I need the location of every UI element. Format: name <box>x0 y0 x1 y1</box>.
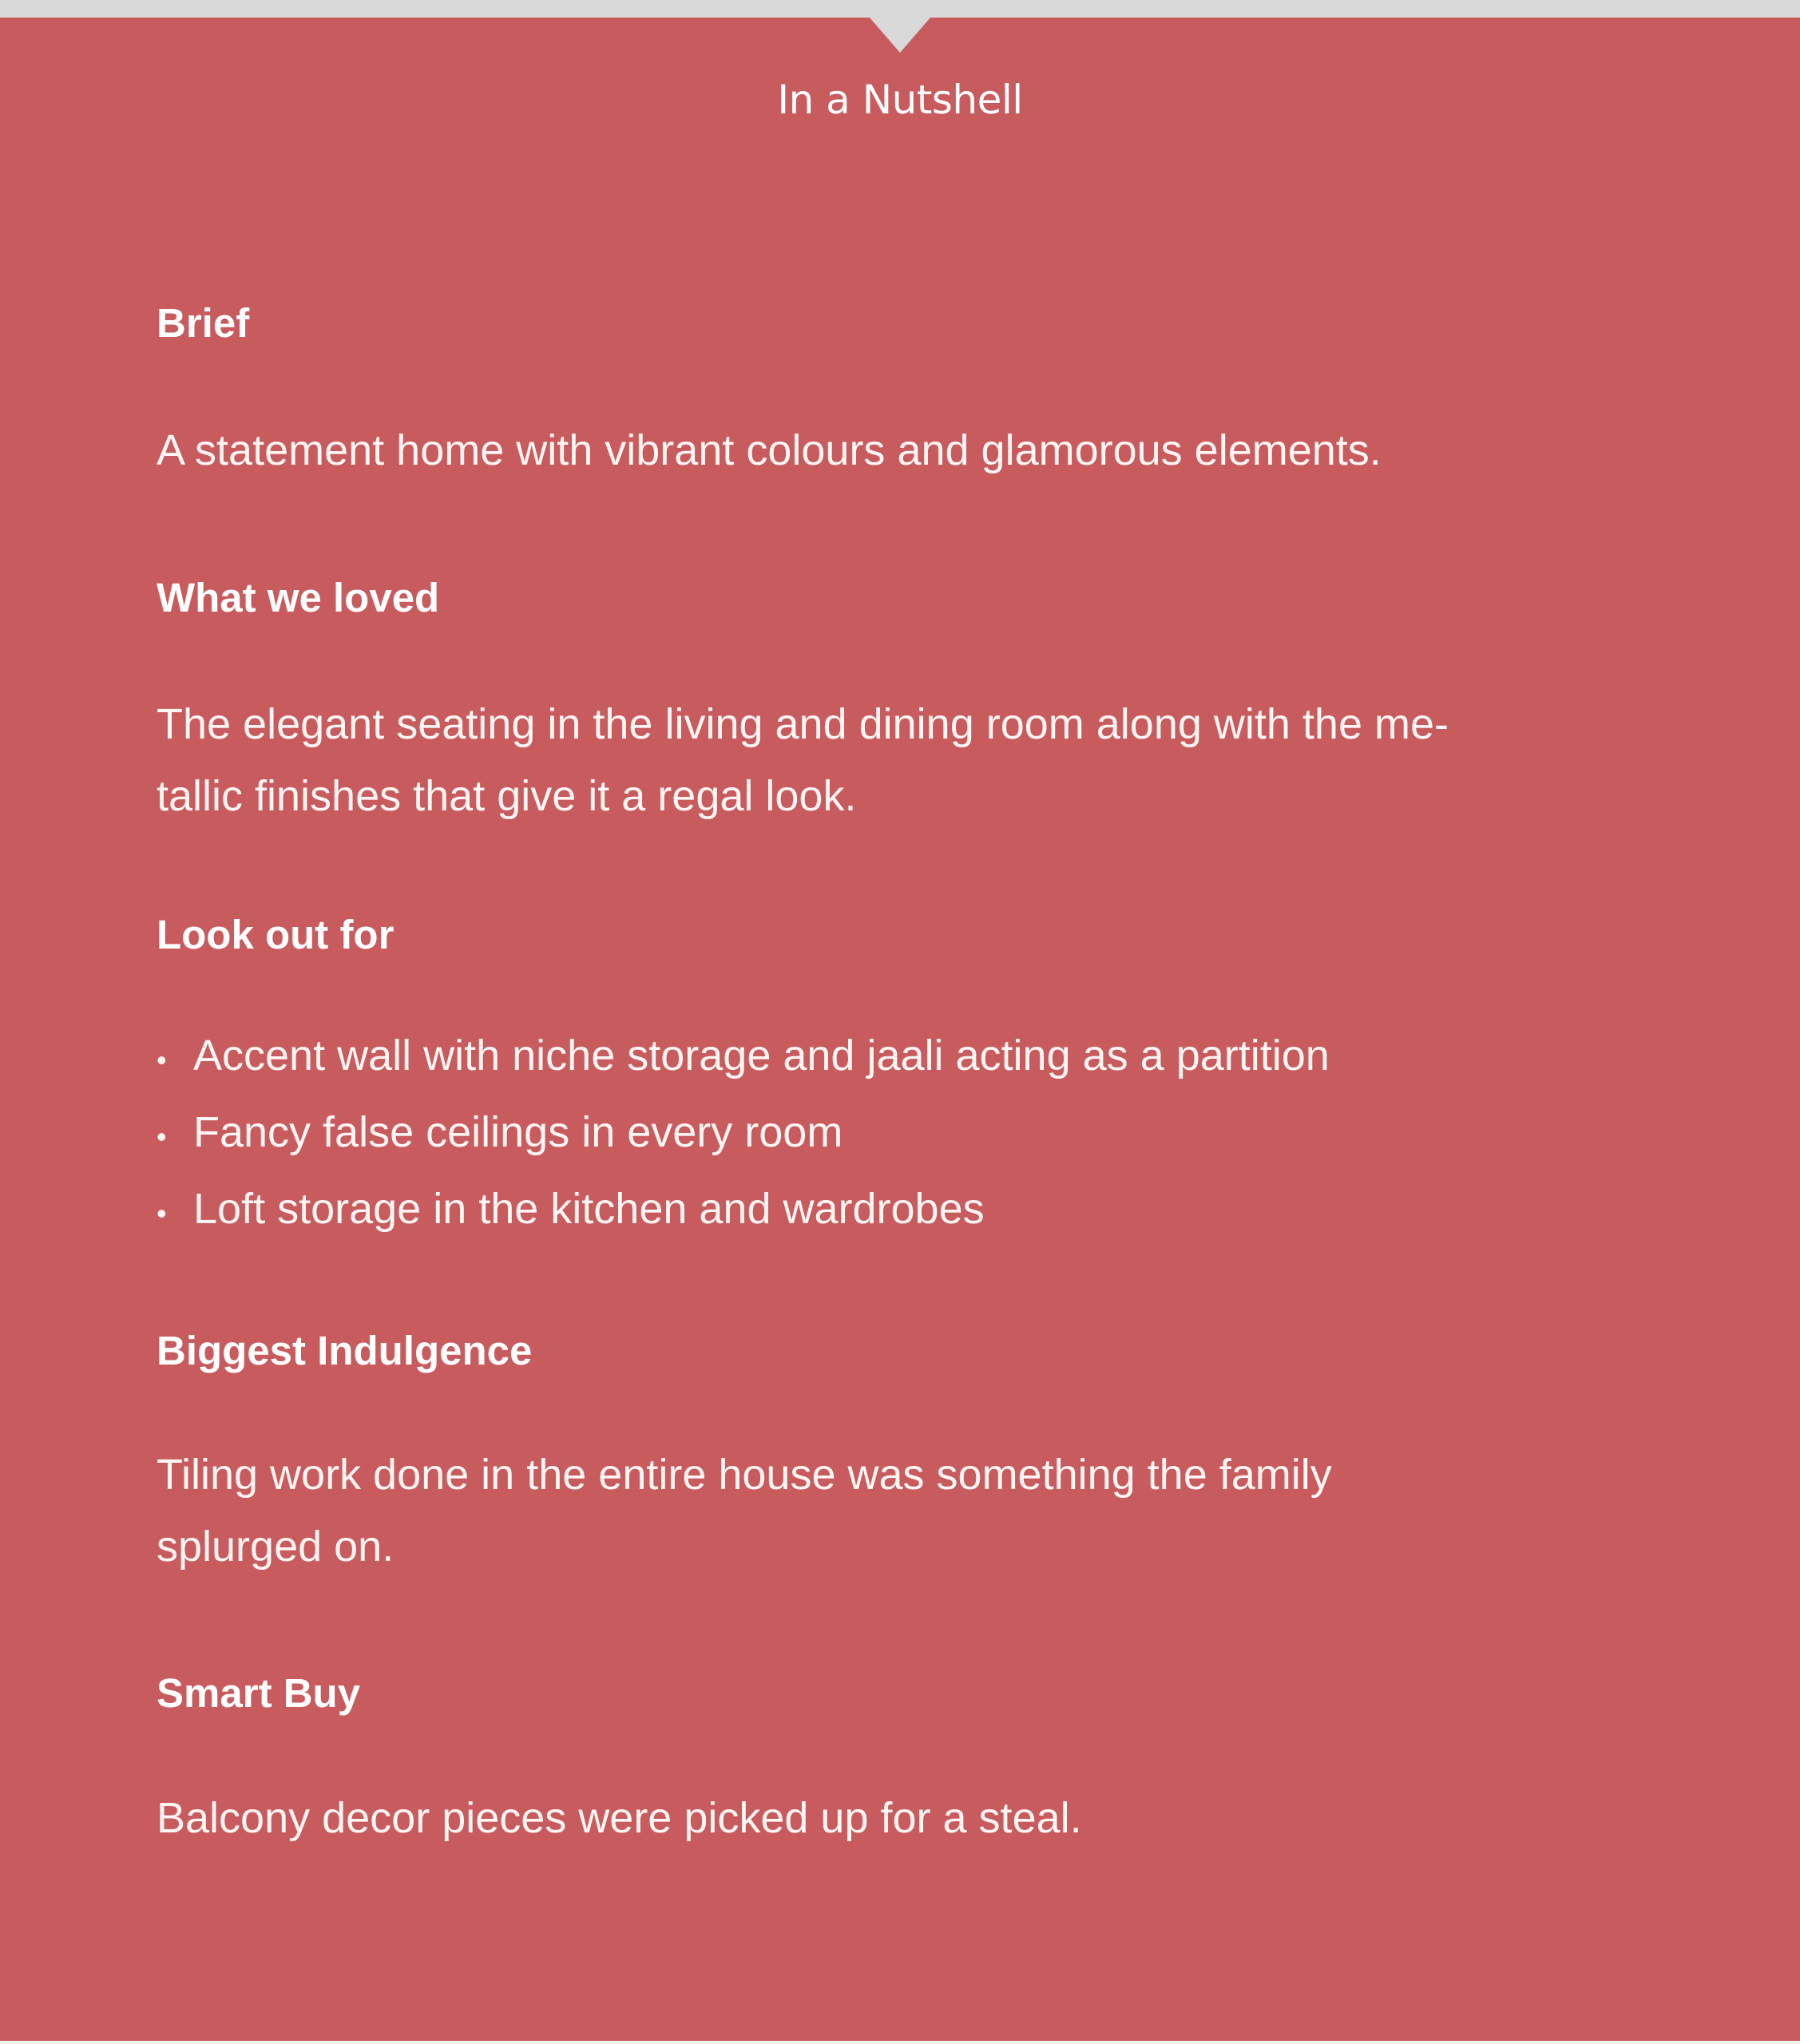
body-line: Tiling work done in the entire house was something the family <box>157 1451 1332 1499</box>
panel-title: In a Nutshell <box>777 77 1023 123</box>
triangle-down-notch-icon <box>870 18 930 53</box>
bullet-icon: • <box>157 1197 167 1230</box>
top-band <box>0 0 1800 18</box>
list-item-text: Loft storage in the kitchen and wardrobes <box>193 1185 985 1233</box>
list-item <box>157 1020 1330 1096</box>
nutshell-panel <box>0 18 1800 2041</box>
list-item-text: Accent wall with niche storage and jaali acting as a partition <box>193 1032 1330 1079</box>
list-item <box>157 1096 1330 1173</box>
body-line: The elegant seating in the living and dining room along with the me- <box>157 700 1449 748</box>
bullet-icon: • <box>157 1120 167 1153</box>
section-heading-look-out-for: Look out for <box>157 912 394 957</box>
look-out-for-list <box>157 1020 1330 1250</box>
section-body-brief: A statement home with vibrant colours and glamorous elements. <box>157 426 1382 474</box>
section-heading-smart-buy: Smart Buy <box>157 1670 361 1716</box>
section-body-biggest-indulgence <box>157 1439 1332 1583</box>
bullet-icon: • <box>157 1044 167 1076</box>
section-heading-brief: Brief <box>157 300 250 346</box>
section-heading-biggest-indulgence: Biggest Indulgence <box>157 1328 533 1373</box>
section-body-what-we-loved <box>157 688 1449 832</box>
list-item <box>157 1173 1330 1250</box>
body-line: splurged on. <box>157 1523 394 1571</box>
body-line: tallic finishes that give it a regal look. <box>157 772 857 820</box>
section-heading-what-we-loved: What we loved <box>157 575 440 620</box>
section-body-smart-buy: Balcony decor pieces were picked up for a steal. <box>157 1794 1082 1842</box>
list-item-text: Fancy false ceilings in every room <box>193 1108 843 1156</box>
